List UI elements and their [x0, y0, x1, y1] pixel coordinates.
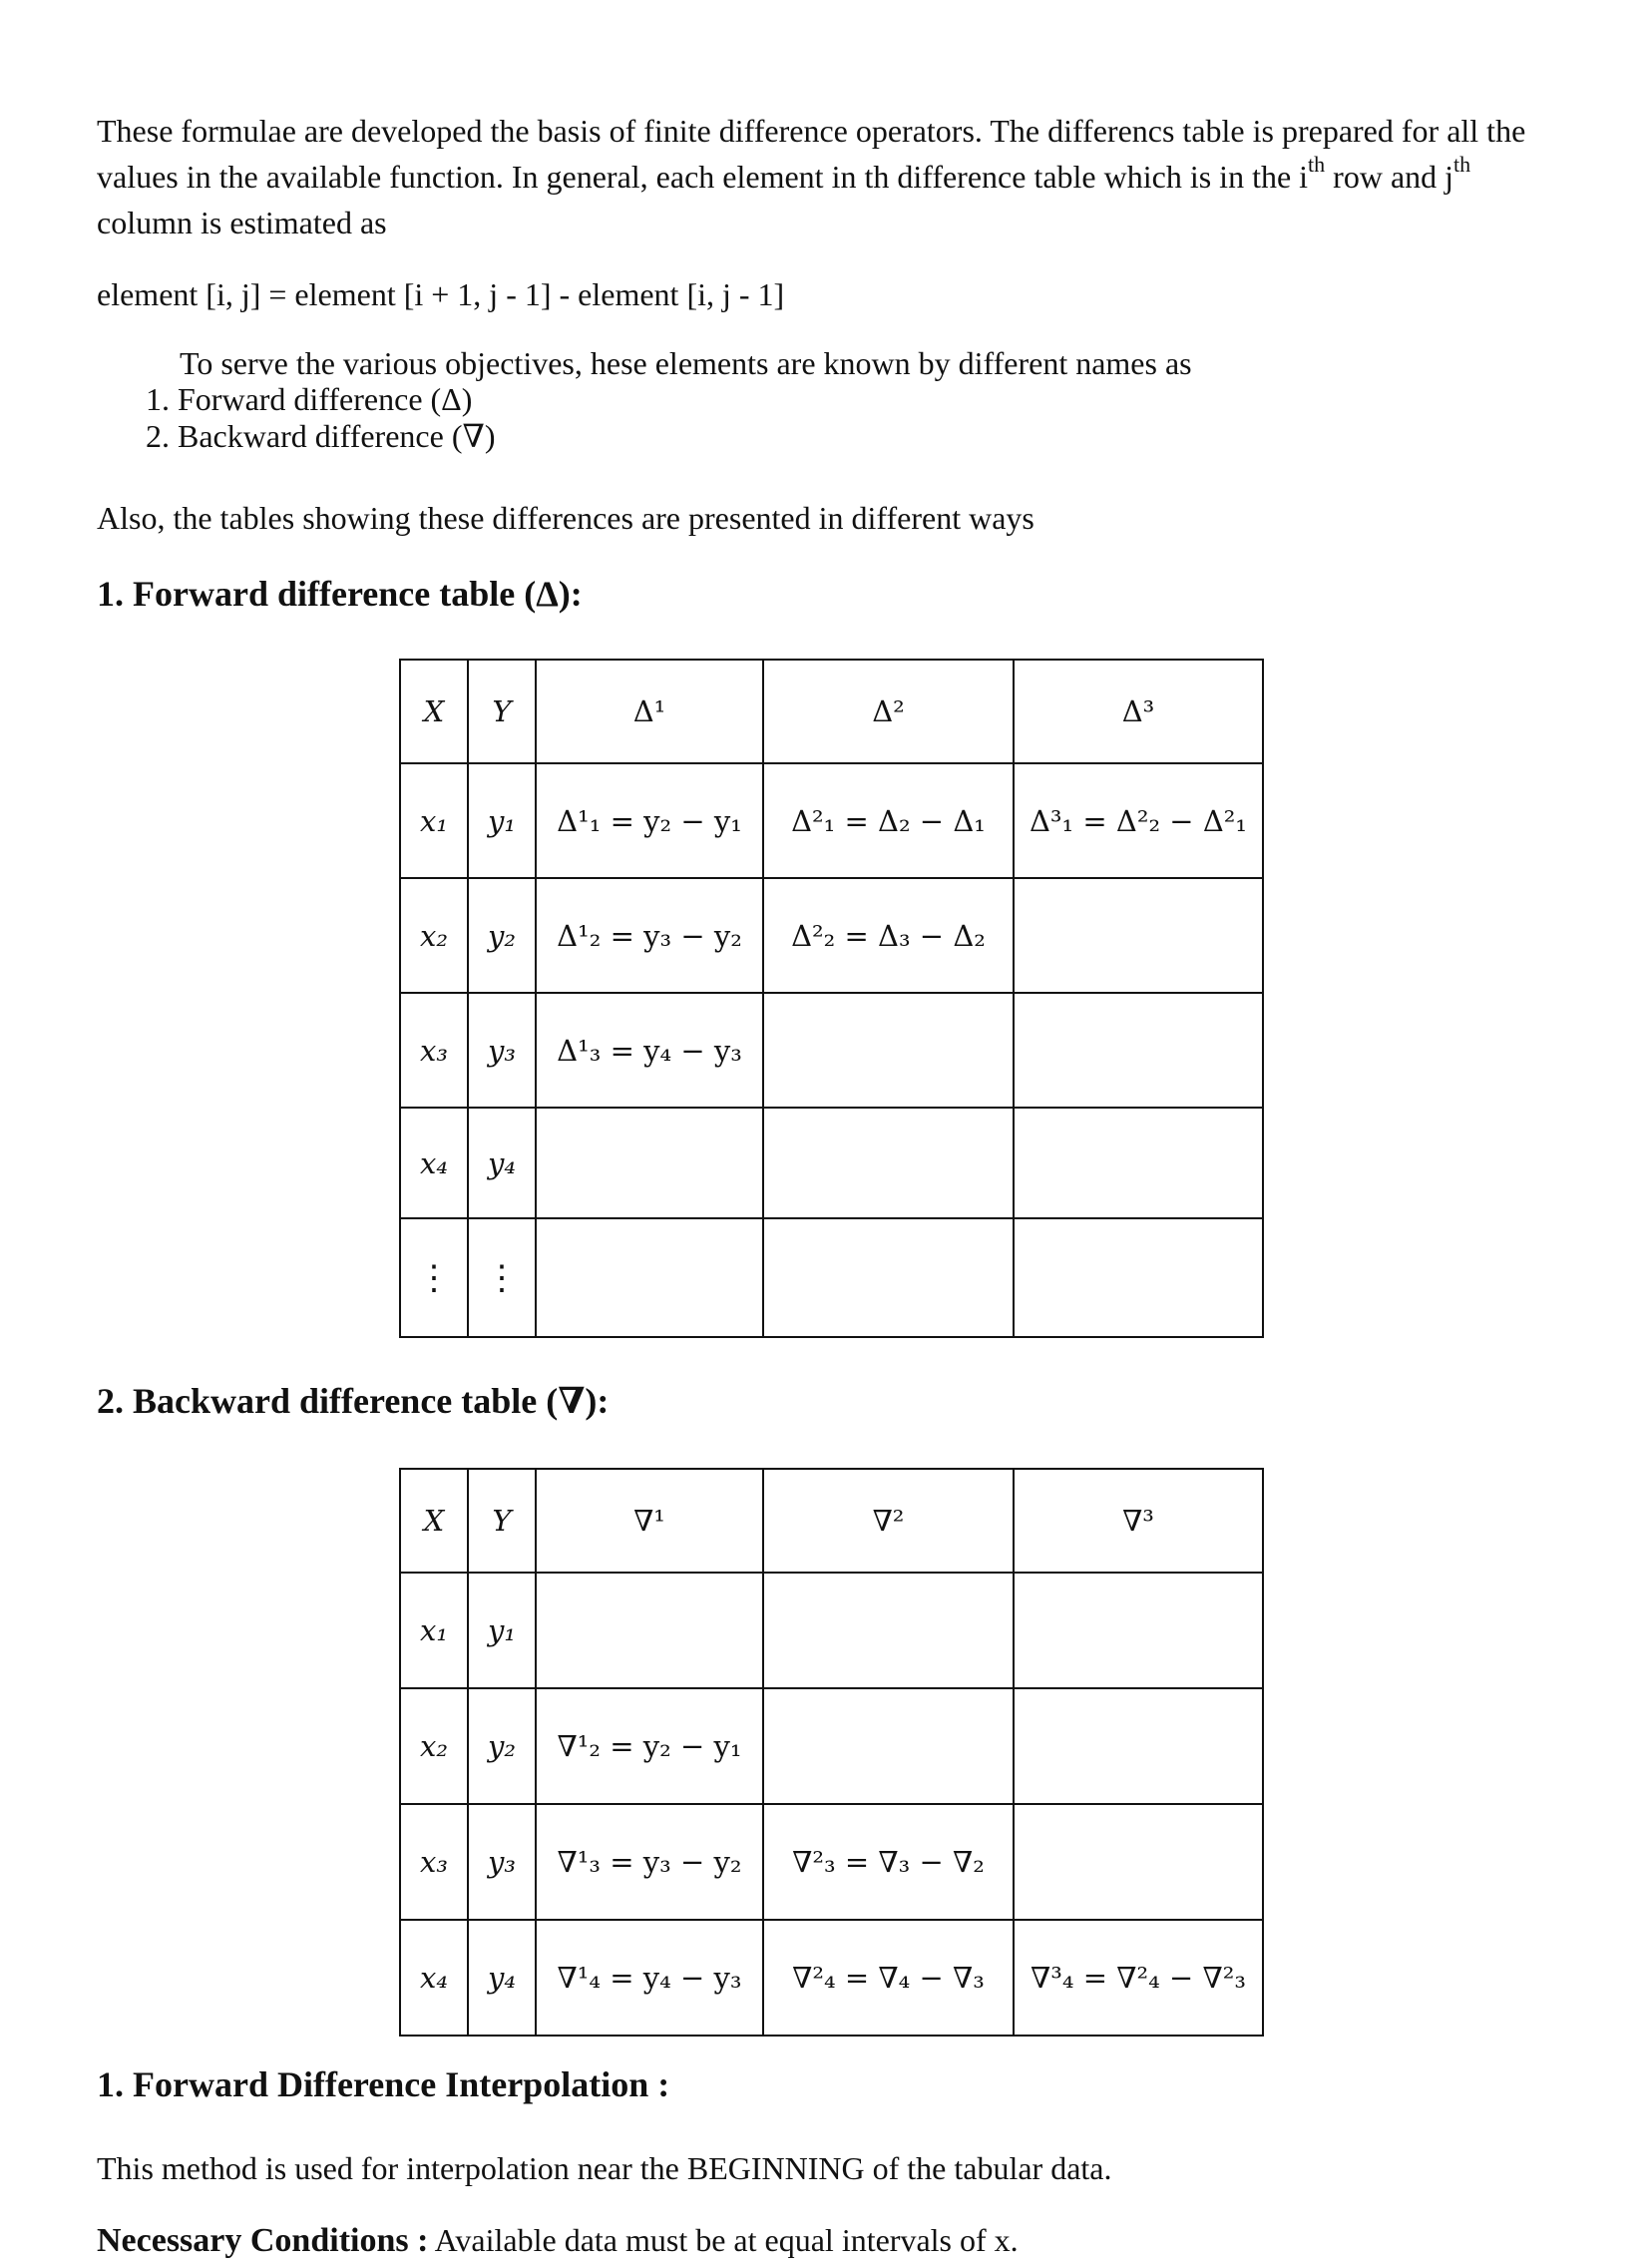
table-cell: x₁ [400, 1573, 468, 1688]
table-cell: y₁ [468, 763, 536, 878]
table-cell: ∇¹₄ = y₄ − y₃ [536, 1920, 763, 2036]
list-item: 1. Forward difference (Δ) [146, 381, 473, 417]
header-cell: ∇³ [1014, 1469, 1263, 1573]
table-cell: y₃ [468, 1804, 536, 1920]
table-cell: x₄ [400, 1920, 468, 2036]
table-header-row [400, 1469, 1263, 1573]
header-cell: Y [468, 660, 536, 763]
header-cell: Δ¹ [536, 660, 763, 763]
table-cell: x₄ [400, 1108, 468, 1218]
header-cell: Δ² [763, 660, 1014, 763]
table-row [400, 1218, 1263, 1337]
names-list [146, 381, 495, 455]
table-cell: Δ¹₁ = y₂ − y₁ [536, 763, 763, 878]
table-cell [763, 993, 1014, 1108]
table-cell [763, 1108, 1014, 1218]
header-cell: ∇² [763, 1469, 1014, 1573]
table-cell: ∇¹₂ = y₂ − y₁ [536, 1688, 763, 1804]
element-formula: element [i, j] = element [i + 1, j - 1] - element [i, j - 1] [97, 276, 785, 312]
table-row [400, 1688, 1263, 1804]
table-cell [763, 1573, 1014, 1688]
table-cell: y₂ [468, 1688, 536, 1804]
table-cell: x₂ [400, 1688, 468, 1804]
forward-table-heading: 1. Forward difference table (Δ): [97, 574, 583, 614]
table-row [400, 993, 1263, 1108]
table-cell [763, 1688, 1014, 1804]
table-row [400, 1573, 1263, 1688]
table-cell: x₃ [400, 993, 468, 1108]
table-cell: y₄ [468, 1108, 536, 1218]
table-row [400, 1920, 1263, 2036]
table-cell: ∇³₄ = ∇²₄ − ∇²₃ [1014, 1920, 1263, 2036]
table-cell: x₃ [400, 1804, 468, 1920]
table-cell: y₄ [468, 1920, 536, 2036]
names-intro: To serve the various objectives, hese elements are known by different names as [180, 345, 1192, 381]
vertical-ellipsis-cell: ⋮ [400, 1218, 468, 1337]
interpolation-heading: 1. Forward Difference Interpolation : [97, 2064, 670, 2104]
table-cell [1014, 993, 1263, 1108]
table-cell: Δ¹₃ = y₄ − y₃ [536, 993, 763, 1108]
table-cell: ∇²₃ = ∇₃ − ∇₂ [763, 1804, 1014, 1920]
list-item: 2. Backward difference (∇) [146, 418, 496, 454]
table-cell: y₃ [468, 993, 536, 1108]
table-cell: Δ²₁ = Δ₂ − Δ₁ [763, 763, 1014, 878]
necessary-conditions [97, 2217, 1563, 2264]
table-cell [1014, 1108, 1263, 1218]
table-cell [536, 1218, 763, 1337]
also-text: Also, the tables showing these differences are presented in different ways [97, 500, 1034, 536]
table-cell: Δ¹₂ = y₃ − y₂ [536, 878, 763, 993]
header-cell: Δ³ [1014, 660, 1263, 763]
table-cell: ∇²₄ = ∇₄ − ∇₃ [763, 1920, 1014, 2036]
header-cell: X [400, 660, 468, 763]
superscript-th: th [1308, 152, 1326, 178]
table-cell: x₂ [400, 878, 468, 993]
table-cell [536, 1108, 763, 1218]
table-cell: ∇¹₃ = y₃ − y₂ [536, 1804, 763, 1920]
table-row [400, 878, 1263, 993]
table-cell [1014, 1573, 1263, 1688]
intro-paragraph: These formulae are developed the basis of finite difference operators. The differencs table is prepared for all the values in the available function. In general, each element in th difference table which is in the $i^{th}$ row and $j^{th}$ column is estimated as [97, 113, 1526, 240]
vertical-ellipsis-cell: ⋮ [468, 1218, 536, 1337]
table-cell [763, 1218, 1014, 1337]
header-cell: X [400, 1469, 468, 1573]
table-cell: y₂ [468, 878, 536, 993]
header-cell: Y [468, 1469, 536, 1573]
table-cell: x₁ [400, 763, 468, 878]
method-description: This method is used for interpolation near the BEGINNING of the tabular data. [97, 2150, 1112, 2186]
backward-table-heading: 2. Backward difference table (∇): [97, 1381, 610, 1421]
backward-difference-table [399, 1468, 1264, 2037]
table-row [400, 1804, 1263, 1920]
table-row [400, 1108, 1263, 1218]
conditions-text: Available data must be at equal intervals of x. [428, 2222, 1019, 2258]
table-cell: Δ³₁ = Δ²₂ − Δ²₁ [1014, 763, 1263, 878]
table-cell [1014, 1688, 1263, 1804]
forward-difference-table [399, 659, 1264, 1338]
header-cell: ∇¹ [536, 1469, 763, 1573]
table-row [400, 763, 1263, 878]
superscript-th: th [1453, 152, 1471, 178]
table-cell: Δ²₂ = Δ₃ − Δ₂ [763, 878, 1014, 993]
table-cell: y₁ [468, 1573, 536, 1688]
conditions-label: Necessary Conditions : [97, 2222, 429, 2259]
table-cell [1014, 1804, 1263, 1920]
table-cell [536, 1573, 763, 1688]
table-cell [1014, 878, 1263, 993]
table-cell [1014, 1218, 1263, 1337]
table-header-row [400, 660, 1263, 763]
